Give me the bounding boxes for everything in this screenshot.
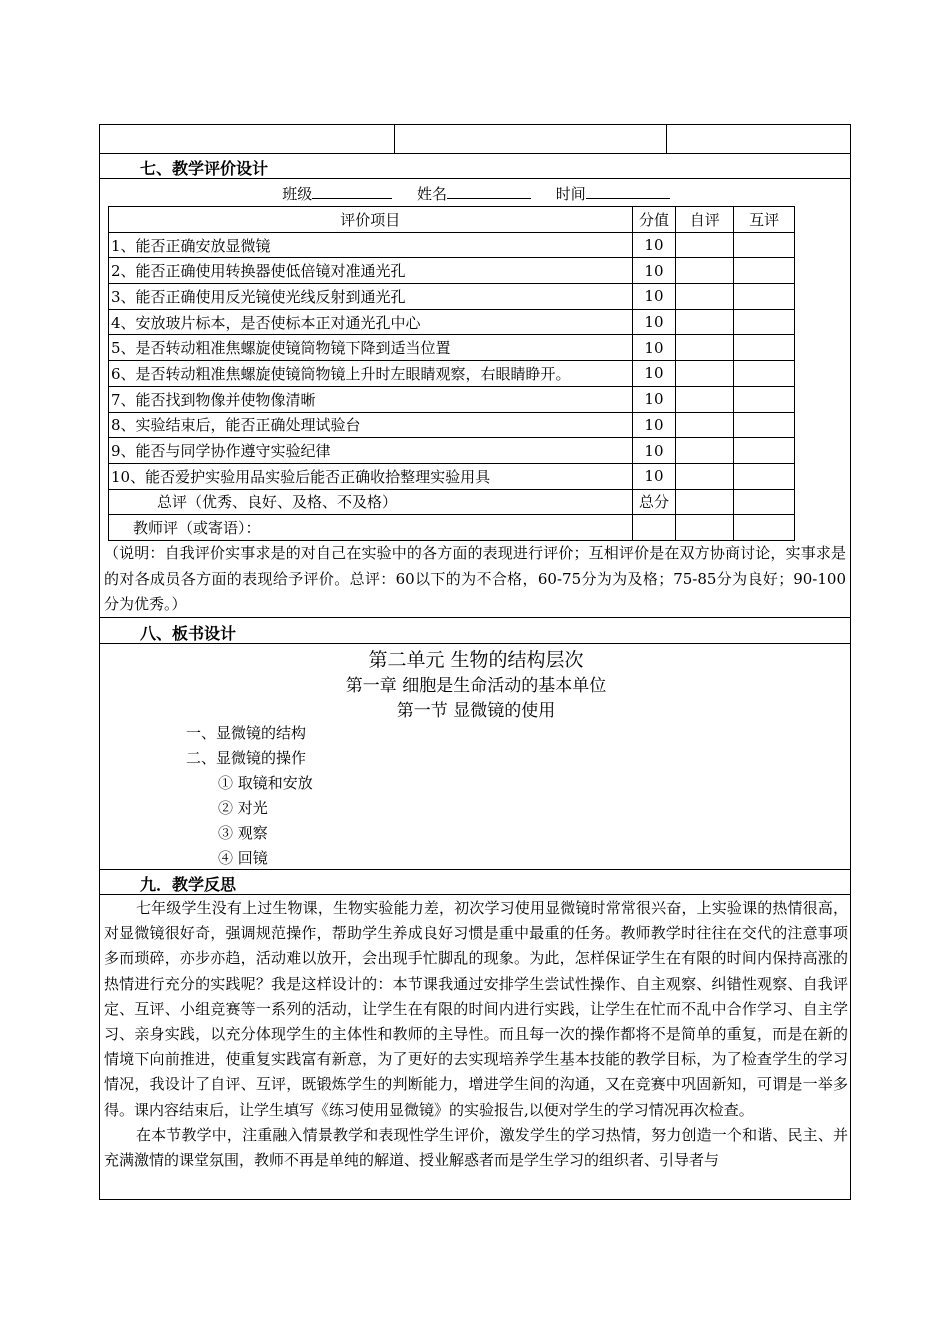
row-divider — [100, 894, 850, 895]
self-cell[interactable] — [676, 232, 734, 258]
self-cell[interactable] — [676, 463, 734, 489]
reflection-paragraph: 七年级学生没有上过生物课，生物实验能力差，初次学习使用显微镜时常常很兴奋，上实验课的热情很高，对显微镜很好奇，强调规范操作，帮助学生养成良好习惯是重中最重的任务。教师教学时往往在交代的注意事项多而琐碎，亦步亦趋，活动难以放开，会出现手忙脚乱的现象。为此，怎样保证学生在有限的时间内保持高涨的热情进行充分的实践呢？我是这样设计的：本节课我通过安排学生尝试性操作、自主观察、纠错性观察、自我评定、互评、小组竞赛等一系列的活动，让学生在有限的时间内进行实践，让学生在忙而不乱中合作学习、自主学习、亲身实践，以充分体现学生的主体性和教师的主导性。而且每一次的操作都将不是简单的重复，而是在新的情境下向前推进，使重复实践富有新意，为了更好的去实现培养学生基本技能的教学目标，为了检查学生的学习情况，我设计了自评、互评，既锻炼学生的判断能力，增进学生间的沟通，又在竞赛中巩固新知，可谓是一举多得。课内容结束后，让学生填写《练习使用显微镜》的实验报告,以便对学生的学习情况再次检查。 — [104, 899, 848, 1119]
self-cell[interactable] — [676, 284, 734, 310]
row-score: 10 — [632, 258, 676, 284]
row-item: 4、安放玻片标本，是否使标本正对通光孔中心 — [109, 309, 633, 335]
row-score: 10 — [632, 412, 676, 438]
board-subitem: ① 取镜和安放 — [218, 774, 313, 792]
table-row — [109, 335, 795, 361]
reflection-text — [104, 896, 848, 1173]
peer-cell[interactable] — [734, 335, 795, 361]
self-cell[interactable] — [676, 258, 734, 284]
header-peer: 互评 — [734, 207, 795, 233]
peer-cell[interactable] — [734, 412, 795, 438]
peer-cell[interactable] — [734, 463, 795, 489]
section-8-title: 八、板书设计 — [140, 624, 237, 643]
row-item: 7、能否找到物像并使物像清晰 — [109, 386, 633, 412]
table-row — [109, 361, 795, 387]
self-cell[interactable] — [676, 412, 734, 438]
self-cell[interactable] — [676, 335, 734, 361]
row-score: 10 — [632, 361, 676, 387]
board-subitem: ③ 观察 — [218, 824, 268, 842]
student-info-line — [100, 183, 852, 204]
board-section: 第一节 显微镜的使用 — [396, 701, 556, 721]
row-item: 8、实验结束后，能否正确处理试验台 — [109, 412, 633, 438]
table-row — [109, 309, 795, 335]
peer-cell[interactable] — [734, 515, 795, 541]
section-9-title: 九．教学反思 — [140, 875, 237, 894]
peer-cell[interactable] — [734, 361, 795, 387]
peer-cell[interactable] — [734, 386, 795, 412]
board-item: 一、显微镜的结构 — [186, 724, 307, 742]
row-item: 5、是否转动粗准焦螺旋使镜筒物镜下降到适当位置 — [109, 335, 633, 361]
header-item: 评价项目 — [109, 207, 633, 233]
board-subitem: ④ 回镜 — [218, 849, 268, 867]
summary-label: 总评（优秀、良好、及格、不及格） — [109, 489, 633, 515]
row-item: 9、能否与同学协作遵守实验纪律 — [109, 438, 633, 464]
table-row — [109, 284, 795, 310]
table-row — [109, 258, 795, 284]
row-score: 10 — [632, 232, 676, 258]
row-item: 10、能否爱护实验用品实验后能否正确收拾整理实验用具 — [109, 463, 633, 489]
section-7-title: 七、教学评价设计 — [140, 159, 269, 178]
row-score: 10 — [632, 463, 676, 489]
table-row — [109, 232, 795, 258]
peer-cell[interactable] — [734, 284, 795, 310]
row-divider — [100, 178, 850, 179]
class-blank[interactable] — [312, 184, 392, 199]
summary-row — [109, 489, 795, 515]
row-item: 1、能否正确安放显微镜 — [109, 232, 633, 258]
row-item: 2、能否正确使用转换器使低倍镜对准通光孔 — [109, 258, 633, 284]
self-cell[interactable] — [676, 309, 734, 335]
table-header-row — [109, 207, 795, 233]
self-cell[interactable] — [676, 386, 734, 412]
top-cell-divider — [394, 125, 395, 153]
peer-cell[interactable] — [734, 489, 795, 515]
row-item: 6、是否转动粗准焦螺旋使镜筒物镜上升时左眼睛观察，右眼睛睁开。 — [109, 361, 633, 387]
row-score: 10 — [632, 284, 676, 310]
header-score: 分值 — [632, 207, 676, 233]
table-row — [109, 386, 795, 412]
table-row — [109, 412, 795, 438]
row-divider — [100, 869, 850, 870]
name-label: 姓名 — [416, 185, 447, 203]
evaluation-note: （说明：自我评价实事求是的对自己在实验中的各方面的表现进行评价；互相评价是在双方协商讨论，实事求是的对各成员各方面的表现给予评价。总评：60以下的为不合格，60-75分为为及格；75-85分为良好；90-100分为优秀。） — [104, 544, 846, 613]
row-divider — [100, 153, 850, 154]
peer-cell[interactable] — [734, 438, 795, 464]
table-row — [109, 463, 795, 489]
board-unit: 第二单元 生物的结构层次 — [368, 649, 584, 671]
row-score: 10 — [632, 438, 676, 464]
teacher-label: 教师评（或寄语）： — [109, 515, 633, 541]
board-chapter: 第一章 细胞是生命活动的基本单位 — [345, 676, 607, 696]
self-cell[interactable] — [676, 361, 734, 387]
row-score: 10 — [632, 309, 676, 335]
time-label: 时间 — [555, 185, 586, 203]
class-label: 班级 — [282, 185, 313, 203]
peer-cell[interactable] — [734, 309, 795, 335]
reflection-paragraph: 在本节教学中，注重融入情景教学和表现性学生评价，激发学生的学习热情，努力创造一个和谐、民主、并充满激情的课堂氛围，教师不再是单纯的解道、授业解惑者而是学生学习的组织者、引导者与 — [104, 1125, 848, 1170]
row-divider — [100, 643, 850, 644]
row-score: 10 — [632, 386, 676, 412]
row-item: 3、能否正确使用反光镜使光线反射到通光孔 — [109, 284, 633, 310]
self-cell[interactable] — [676, 438, 734, 464]
document-frame — [99, 124, 851, 1200]
teacher-row — [109, 515, 795, 541]
evaluation-table — [108, 206, 795, 541]
header-self: 自评 — [676, 207, 734, 233]
board-item: 二、显微镜的操作 — [186, 749, 307, 767]
peer-cell[interactable] — [734, 232, 795, 258]
summary-score: 总分 — [632, 489, 676, 515]
self-cell[interactable] — [676, 489, 734, 515]
empty-cell[interactable] — [632, 515, 676, 541]
time-blank[interactable] — [586, 184, 670, 199]
board-subitem: ② 对光 — [218, 799, 268, 817]
top-cell-divider — [666, 125, 667, 153]
peer-cell[interactable] — [734, 258, 795, 284]
row-score: 10 — [632, 335, 676, 361]
row-divider — [100, 617, 850, 618]
self-cell[interactable] — [676, 515, 734, 541]
table-row — [109, 438, 795, 464]
name-blank[interactable] — [447, 184, 531, 199]
